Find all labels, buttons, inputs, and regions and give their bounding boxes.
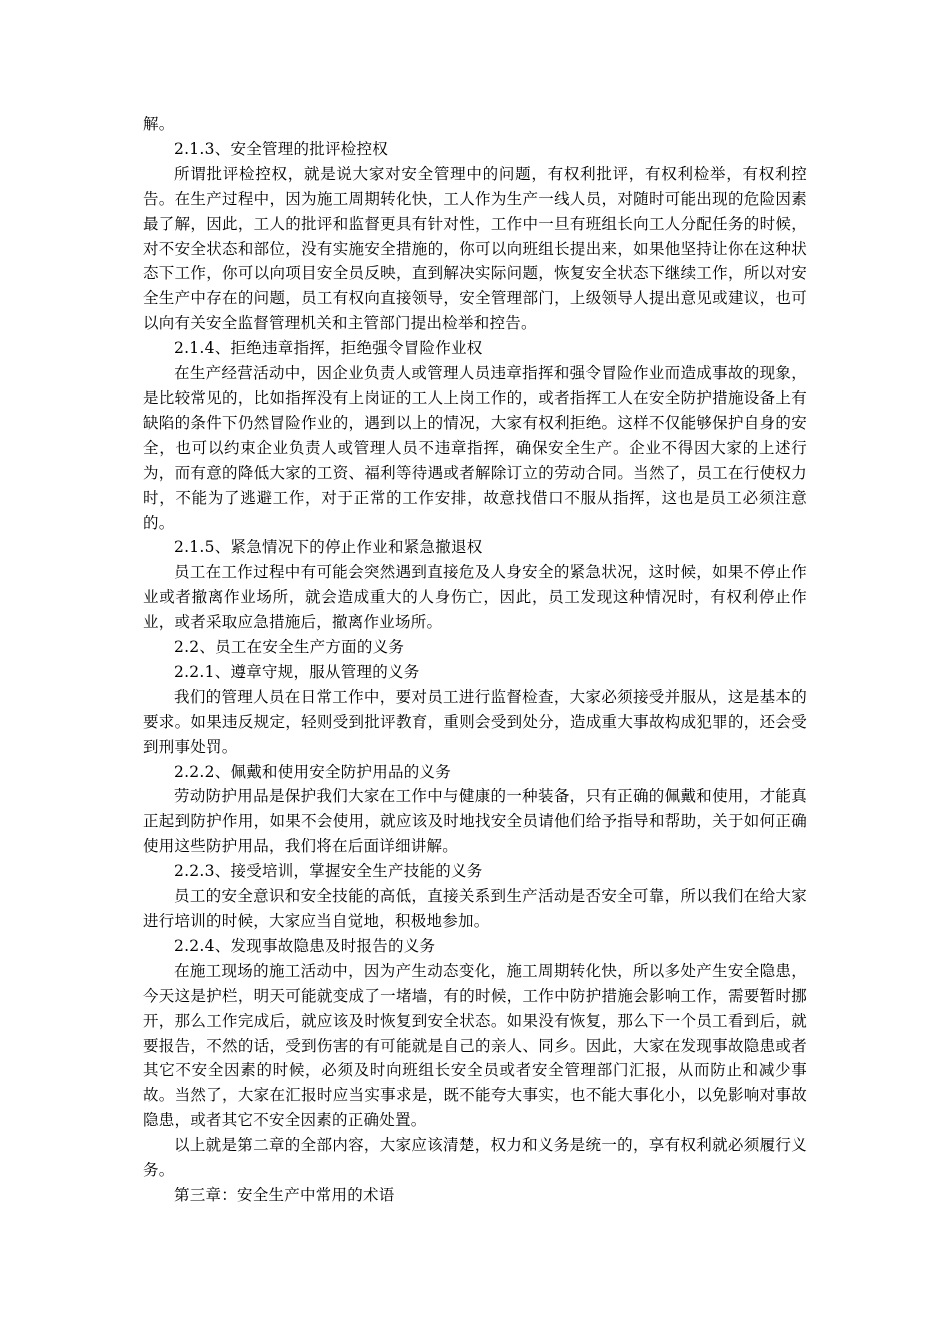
section-heading-2-2: 2.2、员工在安全生产方面的义务 [174,638,405,657]
section-heading-2-1-5: 2.1.5、紧急情况下的停止作业和紧急撤退权 [174,538,483,557]
document-page [143,112,807,1208]
body-paragraph: 我们的管理人员在日常工作中，要对员工进行监督检查，大家必须接受并服从，这是基本的要求。如果违反规定，轻则受到批评教育，重则会受到处分，造成重大事故构成犯罪的，还会受到刑事处罚。 [143,687,807,756]
chapter-heading-3: 第三章：安全生产中常用的术语 [174,1185,395,1204]
chapter-summary-paragraph: 以上就是第二章的全部内容，大家应该清楚，权力和义务是统一的，享有权利就必须履行义务。 [143,1136,807,1180]
section-heading-2-2-1: 2.2.1、遵章守规，服从管理的义务 [174,662,420,681]
section-heading-2-2-2: 2.2.2、佩戴和使用安全防护用品的义务 [174,762,451,781]
body-paragraph: 员工的安全意识和安全技能的高低，直接关系到生产活动是否安全可靠，所以我们在给大家进行培训的时候，大家应当自觉地，积极地参加。 [143,887,807,930]
body-paragraph: 所谓批评检控权，就是说大家对安全管理中的问题，有权利批评，有权利检举，有权利控告。在生产过程中，因为施工周期转化快，工人作为生产一线人员，对随时可能出现的危险因素最了解，因此，工人的批评和监督更具有针对性，工作中一旦有班组长向工人分配任务的时候，对不安全状态和部位，没有实施安全措施的，你可以向班组长提出来，如果他坚持让你在这种状态下工作，你可以向项目安全员反映，直到解决实际问题，恢复安全状态下继续工作，所以对安全生产中存在的问题，员工有权向直接领导，安全管理部门，上级领导人提出意见或建议，也可以向有关安全监督管理机关和主管部门提出检举和控告。 [143,164,807,333]
section-heading-2-2-3: 2.2.3、接受培训，掌握安全生产技能的义务 [174,862,483,881]
body-paragraph: 劳动防护用品是保护我们大家在工作中与健康的一种装备，只有正确的佩戴和使用，才能真正起到防护作用，如果不会使用，就应该及时地找安全员请他们给予指导和帮助，关于如何正确使用这些防护用品，我们将在后面详细讲解。 [143,787,807,856]
body-paragraph: 在施工现场的施工活动中，因为产生动态变化，施工周期转化快，所以多处产生安全隐患，今天这是护栏，明天可能就变成了一堵墙，有的时候，工作中防护措施会影响工作，需要暂时挪开，那么工作完成后，就应该及时恢复到安全状态。如果没有恢复，那么下一个员工看到后，就要报告，不然的话，受到伤害的有可能就是自己的亲人、同乡。因此，大家在发现事故隐患或者其它不安全因素的时候，必须及时向班组长安全员或者安全管理部门汇报，从而防止和减少事故。当然了，大家在汇报时应当实事求是，既不能夸大事实，也不能大事化小，以免影响对事故隐患，或者其它不安全因素的正确处置。 [143,961,807,1130]
paragraph-continuation: 解。 [143,115,175,133]
section-heading-2-2-4: 2.2.4、发现事故隐患及时报告的义务 [174,936,436,955]
body-paragraph: 在生产经营活动中，因企业负责人或管理人员违章指挥和强令冒险作业而造成事故的现象，是比较常见的，比如指挥没有上岗证的工人上岗工作的，或者指挥工人在安全防护措施设备上有缺陷的条件下仍然冒险作业的，遇到以上的情况，大家有权利拒绝。这样不仅能够保护自身的安全，也可以约束企业负责人或管理人员不违章指挥，确保安全生产。企业不得因大家的上述行为，而有意的降低大家的工资、福利等待遇或者解除订立的劳动合同。当然了，员工在行使权力时，不能为了逃避工作，对于正常的工作安排，故意找借口不服从指挥，这也是员工必须注意的。 [143,364,807,532]
section-heading-2-1-3: 2.1.3、安全管理的批评检控权 [174,139,388,158]
body-paragraph: 员工在工作过程中有可能会突然遇到直接危及人身安全的紧急状况，这时候，如果不停止作业或者撤离作业场所，就会造成重大的人身伤亡，因此，员工发现这种情况时，有权利停止作业，或者采取应急措施后，撤离作业场所。 [143,563,807,632]
section-heading-2-1-4: 2.1.4、拒绝违章指挥，拒绝强令冒险作业权 [174,339,483,358]
